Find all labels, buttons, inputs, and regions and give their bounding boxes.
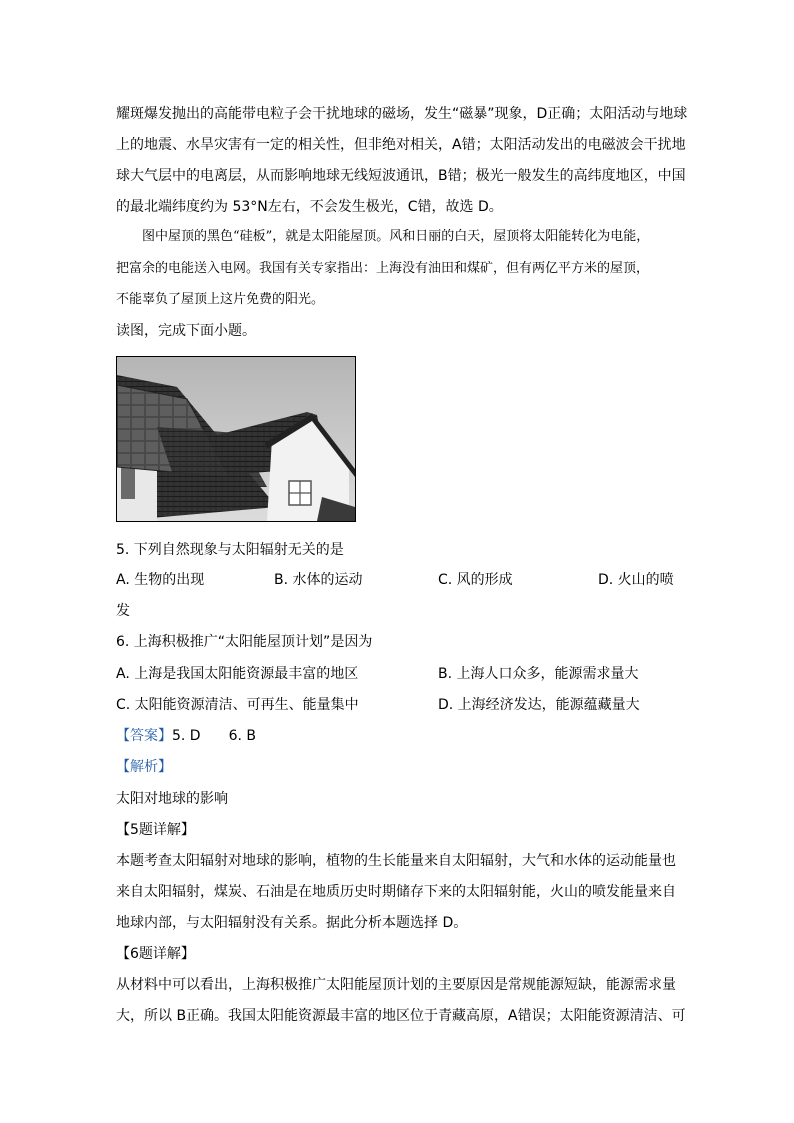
text-line: 来自太阳辐射，煤炭、石油是在地质历史时期储存下来的太阳辐射能，火山的喷发能量来自 — [116, 884, 676, 900]
text-line: 球大气层中的电离层，从而影响地球无线短波通讯，B错；极光一般发生的高纬度地区，中国 — [116, 168, 686, 184]
text-line: 的最北端纬度约为 53°N左右，不会发生极光，C错，故选 D。 — [116, 199, 503, 215]
question-6-option-a: A. 上海是我国太阳能资源最丰富的地区 — [116, 666, 359, 682]
house-image — [117, 357, 355, 521]
text-line: 上的地震、水旱灾害有一定的相关性，但非绝对相关，A错；太阳活动发出的电磁波会干扰地 — [116, 137, 686, 153]
question-5-option-b: B. 水体的运动 — [274, 572, 363, 588]
text-line: 耀斑爆发抛出的高能带电粒子会干扰地球的磁场，发生“磁暴”现象，D正确；太阳活动与地球 — [116, 106, 688, 122]
text-line: 本题考查太阳辐射对地球的影响，植物的生长能量来自太阳辐射，大气和水体的运动能量也 — [116, 853, 676, 869]
text-line: 图中屋顶的黑色“硅板”，就是太阳能屋顶。风和日丽的白天，屋顶将太阳能转化为电能， — [116, 229, 650, 244]
text-line: 把富余的电能送入电网。我国有关专家指出：上海没有油田和煤矿，但有两亿平方米的屋顶， — [116, 261, 650, 276]
detail-6-label: 【6题详解】 — [116, 946, 195, 962]
text-line: 地球内部，与太阳辐射没有关系。据此分析本题选择 D。 — [116, 915, 468, 931]
analysis-label: 【解析】 — [116, 759, 172, 775]
question-5-stem: 5. 下列自然现象与太阳辐射无关的是 — [116, 542, 344, 558]
answer-label: 【答案】 — [116, 728, 172, 744]
answer-line — [116, 726, 686, 746]
question-5-option-d: D. 火山的喷 — [598, 572, 674, 588]
question-6-option-d: D. 上海经济发达，能源蕴藏量大 — [438, 697, 640, 713]
text-line: 从材料中可以看出，上海积极推广太阳能屋顶计划的主要原因是常规能源短缺，能源需求量 — [116, 977, 676, 993]
answer-text: 5. D 6. B — [172, 728, 256, 744]
question-6-option-c: C. 太阳能资源清洁、可再生、能量集中 — [116, 697, 359, 713]
text-line: 不能辜负了屋顶上这片免费的阳光。 — [116, 292, 325, 307]
detail-5-label: 【5题详解】 — [116, 822, 195, 838]
text-line: 大，所以 B正确。我国太阳能资源最丰富的地区位于青藏高原，A错误；太阳能资源清洁、可 — [116, 1008, 686, 1024]
solar-roof-photo — [116, 356, 356, 522]
question-5-option-d-wrap: 发 — [116, 603, 130, 619]
analysis-topic: 太阳对地球的影响 — [116, 791, 228, 807]
question-6-stem: 6. 上海积极推广“太阳能屋顶计划”是因为 — [116, 634, 373, 650]
question-5-option-c: C. 风的形成 — [438, 572, 513, 588]
instruction: 读图，完成下面小题。 — [116, 323, 256, 339]
question-5-option-a: A. 生物的出现 — [116, 572, 205, 588]
question-6-option-b: B. 上海人口众多，能源需求量大 — [438, 666, 639, 682]
